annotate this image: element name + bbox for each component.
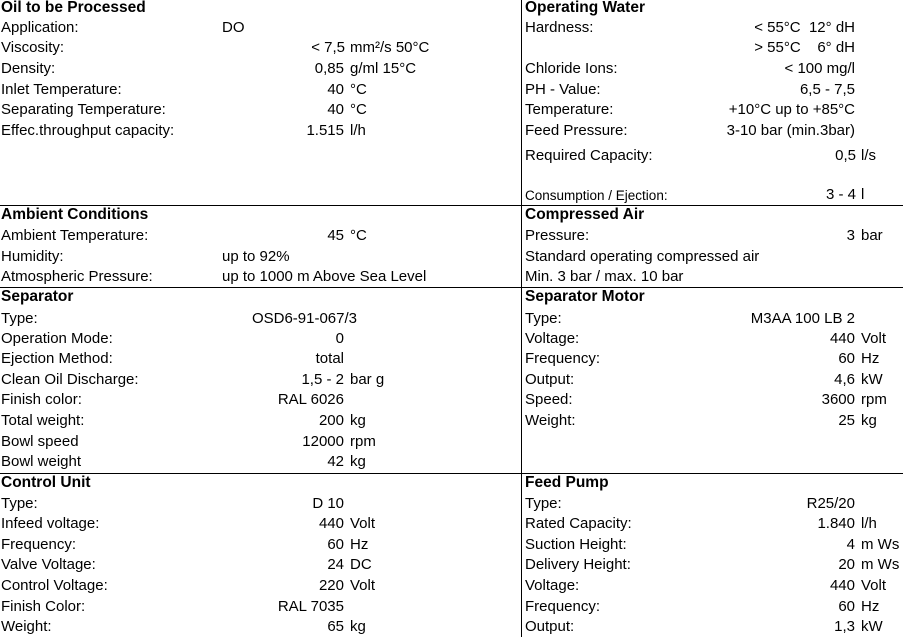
control-infeed-value: 440 (318, 515, 344, 532)
separator-bowl-speed-label: Bowl speed (1, 433, 79, 450)
pump-frequency-label: Frequency: (525, 598, 601, 615)
water-capacity-value: 0,5 (835, 147, 856, 164)
ambient-pressure-label: Atmospheric Pressure: (1, 268, 153, 285)
control-valve-unit: DC (350, 556, 372, 573)
air-note-1: Standard operating compressed air (525, 248, 760, 265)
air-pressure-value: 3 (846, 227, 855, 244)
pump-delivery-value: 20 (838, 556, 855, 573)
separator-weight-unit: kg (350, 412, 366, 429)
motor-type-value: M3AA 100 LB 2 (750, 310, 855, 327)
water-chloride-value: < 100 mg/l (784, 60, 855, 77)
section-title-air: Compressed Air (525, 206, 645, 223)
pump-delivery-label: Delivery Height: (525, 556, 631, 573)
motor-speed-unit: rpm (861, 391, 887, 408)
pump-voltage-unit: Volt (861, 577, 887, 594)
separator-bowl-speed-unit: rpm (350, 433, 376, 450)
separator-discharge-value: 1,5 - 2 (301, 371, 344, 388)
oil-application-label: Application: (1, 19, 79, 36)
control-weight-unit: kg (350, 618, 366, 635)
oil-density-unit: g/ml 15°C (350, 60, 417, 77)
motor-voltage-value: 440 (829, 330, 855, 347)
control-finish-value: RAL 7035 (277, 598, 344, 615)
water-ph-value: 6,5 - 7,5 (799, 81, 855, 98)
water-consumption-unit: l (861, 186, 865, 203)
water-capacity-label: Required Capacity: (525, 147, 653, 164)
control-type-value: D 10 (312, 495, 344, 512)
oil-inlet-temp-value: 40 (327, 81, 344, 98)
water-temperature-label: Temperature: (525, 101, 614, 118)
ambient-humidity-label: Humidity: (1, 248, 64, 265)
water-hardness-value-1: < 55°C 12° dH (754, 19, 855, 36)
separator-weight-value: 200 (318, 412, 344, 429)
air-pressure-label: Pressure: (525, 227, 590, 244)
section-title-oil: Oil to be Processed (1, 0, 146, 16)
control-finish-label: Finish Color: (1, 598, 86, 615)
separator-bowl-weight-value: 42 (327, 453, 344, 470)
pump-output-value: 1,3 (834, 618, 855, 635)
water-capacity-unit: l/s (861, 147, 876, 164)
control-weight-label: Weight: (1, 618, 52, 635)
pump-frequency-value: 60 (838, 598, 855, 615)
control-weight-value: 65 (327, 618, 344, 635)
separator-mode-label: Operation Mode: (1, 330, 113, 347)
control-frequency-unit: Hz (350, 536, 369, 553)
motor-weight-value: 25 (838, 412, 855, 429)
separator-ejection-value: total (315, 350, 344, 367)
separator-type-label: Type: (1, 310, 38, 327)
section-title-ambient: Ambient Conditions (1, 206, 149, 223)
ambient-temp-unit: °C (350, 227, 367, 244)
control-infeed-unit: Volt (350, 515, 376, 532)
pump-suction-unit: m Ws (861, 536, 900, 553)
control-frequency-label: Frequency: (1, 536, 77, 553)
oil-viscosity-value: < 7,5 (311, 39, 345, 56)
control-voltage-unit: Volt (350, 577, 376, 594)
separator-type-value: OSD6-91-067/3 (251, 310, 357, 327)
section-divider (0, 287, 903, 288)
water-hardness-label: Hardness: (525, 19, 594, 36)
control-type-label: Type: (1, 495, 38, 512)
air-pressure-unit: bar (861, 227, 883, 244)
control-infeed-label: Infeed voltage: (1, 515, 100, 532)
motor-weight-unit: kg (861, 412, 877, 429)
pump-voltage-value: 440 (829, 577, 855, 594)
motor-output-value: 4,6 (834, 371, 855, 388)
section-title-pump: Feed Pump (525, 474, 609, 491)
pump-type-label: Type: (525, 495, 562, 512)
air-note-2: Min. 3 bar / max. 10 bar (525, 268, 684, 285)
separator-weight-label: Total weight: (1, 412, 85, 429)
pump-delivery-unit: m Ws (861, 556, 900, 573)
motor-output-unit: kW (861, 371, 883, 388)
motor-weight-label: Weight: (525, 412, 576, 429)
motor-frequency-label: Frequency: (525, 350, 601, 367)
control-frequency-value: 60 (327, 536, 344, 553)
control-valve-value: 24 (327, 556, 344, 573)
oil-inlet-temp-unit: °C (350, 81, 367, 98)
pump-type-value: R25/20 (806, 495, 855, 512)
motor-frequency-value: 60 (838, 350, 855, 367)
ambient-humidity-value: up to 92% (222, 248, 290, 265)
oil-throughput-unit: l/h (350, 122, 366, 139)
water-ph-label: PH - Value: (525, 81, 601, 98)
motor-output-label: Output: (525, 371, 575, 388)
oil-throughput-label: Effec.throughput capacity: (1, 122, 175, 139)
separator-ejection-label: Ejection Method: (1, 350, 113, 367)
oil-viscosity-unit: mm²/s 50°C (350, 39, 430, 56)
pump-rated-value: 1.840 (817, 515, 855, 532)
oil-density-value: 0,85 (314, 60, 344, 77)
oil-sep-temp-label: Separating Temperature: (1, 101, 166, 118)
oil-sep-temp-unit: °C (350, 101, 367, 118)
motor-speed-value: 3600 (821, 391, 855, 408)
oil-viscosity-label: Viscosity: (1, 39, 65, 56)
oil-sep-temp-value: 40 (327, 101, 344, 118)
ambient-temp-value: 45 (327, 227, 344, 244)
separator-bowl-speed-value: 12000 (302, 433, 344, 450)
water-hardness-value-2: > 55°C 6° dH (754, 39, 855, 56)
control-voltage-label: Control Voltage: (1, 577, 108, 594)
pump-rated-label: Rated Capacity: (525, 515, 632, 532)
pump-frequency-unit: Hz (861, 598, 880, 615)
oil-throughput-value: 1.515 (306, 122, 344, 139)
separator-finish-value: RAL 6026 (277, 391, 344, 408)
water-feed-pressure-value: 3-10 bar (min.3bar) (726, 122, 855, 139)
separator-mode-value: 0 (335, 330, 344, 347)
section-divider (0, 473, 903, 474)
separator-discharge-label: Clean Oil Discharge: (1, 371, 139, 388)
water-consumption-label: Consumption / Ejection: (525, 188, 668, 203)
separator-finish-label: Finish color: (1, 391, 82, 408)
motor-voltage-unit: Volt (861, 330, 887, 347)
water-temperature-value: +10°C up to +85°C (728, 101, 855, 118)
water-chloride-label: Chloride Ions: (525, 60, 618, 77)
pump-rated-unit: l/h (861, 515, 877, 532)
motor-frequency-unit: Hz (861, 350, 880, 367)
motor-type-label: Type: (525, 310, 562, 327)
ambient-pressure-value: up to 1000 m Above Sea Level (222, 268, 427, 285)
water-consumption-value: 3 - 4 (825, 186, 856, 203)
motor-voltage-label: Voltage: (525, 330, 580, 347)
pump-output-label: Output: (525, 618, 575, 635)
oil-inlet-temp-label: Inlet Temperature: (1, 81, 122, 98)
section-title-separator: Separator (1, 288, 74, 305)
control-valve-label: Valve Voltage: (1, 556, 96, 573)
separator-discharge-unit: bar g (350, 371, 385, 388)
separator-bowl-weight-unit: kg (350, 453, 366, 470)
control-voltage-value: 220 (318, 577, 344, 594)
pump-output-unit: kW (861, 618, 883, 635)
oil-application-value: DO (222, 19, 245, 36)
pump-suction-label: Suction Height: (525, 536, 627, 553)
section-title-motor: Separator Motor (525, 288, 645, 305)
section-title-water: Operating Water (525, 0, 645, 16)
pump-voltage-label: Voltage: (525, 577, 580, 594)
motor-speed-label: Speed: (525, 391, 573, 408)
water-feed-pressure-label: Feed Pressure: (525, 122, 628, 139)
ambient-temp-label: Ambient Temperature: (1, 227, 149, 244)
oil-density-label: Density: (1, 60, 56, 77)
separator-bowl-weight-label: Bowl weight (1, 453, 82, 470)
pump-suction-value: 4 (846, 536, 855, 553)
vertical-divider (521, 0, 522, 637)
section-title-control: Control Unit (1, 474, 91, 491)
